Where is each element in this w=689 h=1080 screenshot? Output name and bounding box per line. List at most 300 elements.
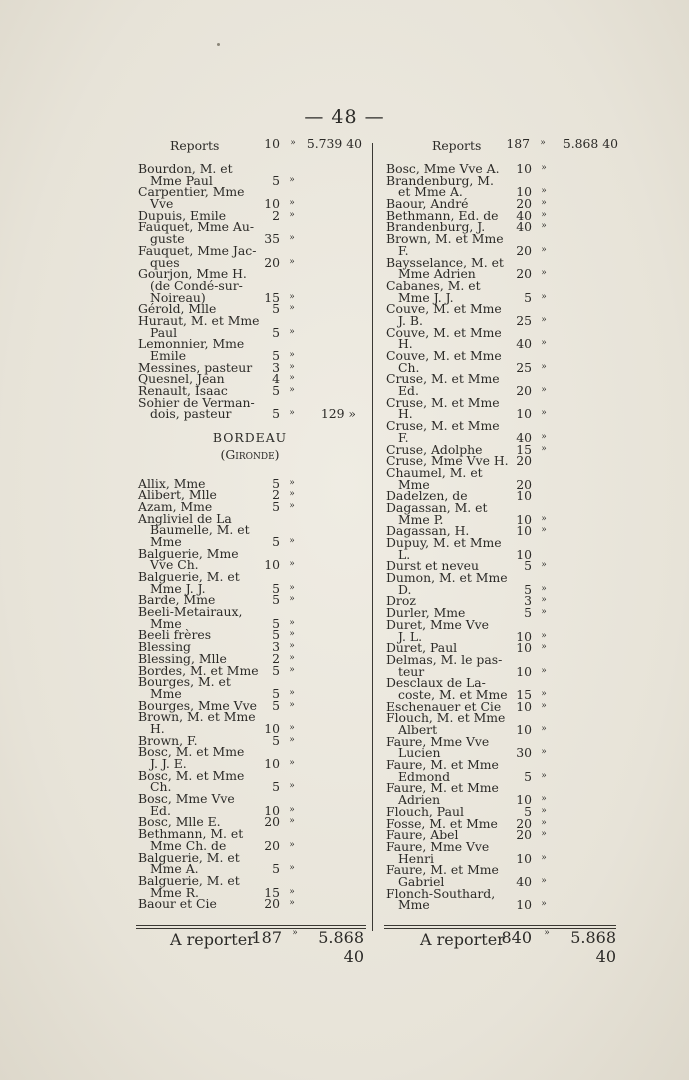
right-footer-mark: » (544, 928, 550, 938)
donation-amount: 5 (524, 605, 532, 621)
donation-amount: 3 (272, 639, 280, 655)
left-header-mark: » (290, 138, 296, 148)
donor-name: Barde, Mme (138, 592, 216, 608)
right-footer-amount: 840 (501, 928, 532, 947)
donor-name: Bourges, M. et (138, 674, 231, 690)
donation-amount: 2 (272, 487, 280, 503)
cents-mark: » (289, 734, 295, 745)
donor-name: Paul (150, 324, 178, 340)
donor-name: Fosse, M. et Mme (386, 815, 498, 831)
cents-mark: » (541, 221, 547, 232)
list-item (136, 711, 364, 723)
donation-amount: 5 (272, 475, 280, 491)
donor-name: J. J. E. (150, 756, 187, 771)
donor-name: Duret, Mme Vve (386, 616, 490, 632)
donor-name: Ch. (150, 779, 172, 795)
donor-name: Baour, André (386, 196, 469, 212)
donation-amount: 10 (516, 792, 532, 808)
donor-name: (de Condé-sur- (150, 277, 243, 293)
donor-name: Lemonnier, Mme (138, 336, 245, 352)
cents-mark: » (289, 652, 295, 663)
donor-name: Renault, Isaac (138, 383, 228, 399)
donation-amount: 10 (516, 850, 532, 866)
donor-name: Fauquet, Mme Au- (138, 219, 255, 235)
donor-name: H. (398, 406, 413, 422)
left-entries-bordeaux (136, 475, 364, 912)
donor-name: Baysselance, M. et (386, 254, 504, 270)
cents-mark: » (541, 361, 547, 372)
donation-amount: 5 (272, 662, 280, 678)
donor-name: J. L. (398, 628, 423, 644)
donor-name: Carpentier, Mme (138, 184, 245, 200)
donation-amount: 5 (524, 768, 532, 784)
donor-name: Bosc, Mlle E. (138, 814, 221, 830)
donor-name: Mme (150, 533, 182, 549)
donor-name: ques (150, 254, 180, 270)
donor-name: Balguerie, Mme (138, 545, 239, 561)
donation-amount: 40 (516, 207, 532, 223)
donation-amount: 4 (272, 371, 280, 387)
cents-mark: » (289, 722, 295, 733)
donation-amount: 20 (264, 254, 280, 270)
donation-amount: 20 (264, 896, 280, 912)
donation-amount: 10 (264, 802, 280, 818)
right-header-total: 5.868 40 (562, 136, 618, 151)
donor-name: F. (398, 242, 409, 258)
cents-mark: » (541, 583, 547, 594)
cents-mark: » (289, 500, 295, 511)
donation-amount: 35 (264, 231, 280, 247)
donation-amount: 20 (516, 476, 532, 492)
donation-amount: 15 (264, 289, 280, 305)
list-item (384, 324, 620, 340)
donor-name: Albert (398, 722, 438, 737)
donor-name: Dupuis, Emile (138, 207, 227, 223)
donation-amount: 5 (272, 383, 280, 399)
subtotal: 129 » (320, 406, 356, 422)
donor-name: Desclaux de La- (386, 675, 486, 691)
donor-name: Quesnel, Jean (138, 371, 225, 387)
cents-mark: » (541, 642, 547, 653)
cents-mark: » (541, 244, 547, 255)
donor-name: Mme (398, 897, 430, 913)
cents-mark: » (541, 209, 547, 220)
donation-amount: 5 (272, 779, 280, 795)
donation-amount: 10 (516, 161, 532, 176)
donation-amount: 3 (272, 359, 280, 375)
cents-mark: » (541, 186, 547, 197)
cents-mark: » (541, 338, 547, 349)
donor-name: Mme (398, 476, 430, 492)
donor-name: Balguerie, M. et (138, 872, 240, 888)
cents-mark: » (289, 816, 295, 827)
cents-mark: » (541, 829, 547, 840)
cents-mark: » (541, 314, 547, 325)
donation-amount: 10 (516, 897, 532, 913)
donor-name: Gérold, Mlle (138, 301, 217, 317)
donor-name: Allix, Mme (138, 475, 206, 491)
cents-mark: » (289, 489, 295, 500)
cents-mark: » (541, 747, 547, 758)
donor-name: Sohier de Verman- (138, 394, 255, 410)
donor-name: Bosc, Mme Vve A. (386, 161, 500, 176)
section-subtitle: (Gironde) (220, 446, 280, 462)
list-item (136, 408, 364, 420)
cents-mark: » (541, 875, 547, 886)
left-footer-amount: 187 (251, 928, 282, 947)
donor-name: Brown, M. et Mme (138, 709, 256, 725)
donor-name: Lucien (398, 745, 441, 761)
donor-name: Beeli-Metairaux, (138, 604, 243, 620)
right-header-row (384, 138, 620, 154)
donor-name: Baour et Cie (138, 896, 217, 912)
cents-mark: » (289, 781, 295, 792)
donor-name: Ed. (398, 383, 419, 399)
donor-name: Bordes, M. et Mme (138, 662, 259, 678)
donation-amount: 2 (272, 207, 280, 223)
cents-mark: » (289, 629, 295, 640)
donation-amount: 10 (264, 557, 280, 573)
donor-name: Fauquet, Mme Jac- (138, 242, 257, 258)
donor-name: teur (398, 663, 425, 679)
donor-name: Bethmann, M. et (138, 826, 244, 842)
cents-mark: » (541, 724, 547, 734)
donor-name: Flouch, Paul (386, 803, 464, 819)
donation-amount: 20 (516, 383, 532, 399)
donation-amount: 5 (272, 348, 280, 363)
donor-name: Chaumel, M. et (386, 464, 483, 480)
cents-mark: » (541, 630, 547, 641)
cents-mark: » (289, 385, 295, 396)
donation-amount: 5 (524, 803, 532, 819)
donor-name: D. (398, 581, 412, 597)
donor-name: Dumon, M. et Mme (386, 570, 508, 586)
donation-amount: 5 (272, 324, 280, 340)
cents-mark: » (541, 291, 547, 302)
list-item (384, 350, 620, 362)
donor-name: Adrien (398, 792, 441, 808)
cents-mark: » (289, 477, 295, 488)
cents-mark: » (541, 665, 547, 676)
cents-mark: » (289, 326, 295, 337)
section-title: BORDEAU (212, 429, 288, 445)
donation-amount: 5 (272, 498, 280, 514)
cents-mark: » (289, 303, 295, 314)
donation-amount: 5 (272, 592, 280, 608)
donor-name: Brandenburg, M. (386, 172, 494, 188)
donation-amount: 20 (516, 266, 532, 282)
donor-name: Emile (150, 348, 187, 363)
left-footer-label: A reporter (170, 930, 255, 949)
donor-name: et Mme A. (398, 184, 463, 200)
donor-name: Henri (398, 850, 435, 866)
cents-mark: » (541, 513, 547, 524)
donor-name: Vve Ch. (150, 557, 199, 573)
cents-mark: » (541, 770, 547, 781)
donation-amount: 2 (272, 650, 280, 666)
donation-amount: 40 (516, 429, 532, 445)
donation-amount: 5 (272, 697, 280, 713)
cents-mark: » (289, 758, 295, 768)
donation-amount: 20 (516, 827, 532, 843)
donor-name: Faure, Mme Vve (386, 838, 490, 854)
donor-name: Flouch, M. et Mme (386, 710, 506, 726)
donor-name: Mme (150, 615, 182, 631)
donor-name: Azam, Mme (138, 498, 213, 514)
donation-amount: 20 (516, 453, 532, 469)
donation-amount: 10 (516, 406, 532, 422)
list-item (384, 420, 620, 432)
donation-amount: 10 (516, 663, 532, 679)
right-entries (384, 163, 620, 911)
donor-name: Balguerie, M. et (138, 849, 240, 865)
donation-amount: 5 (272, 861, 280, 877)
donation-amount: 40 (516, 219, 532, 235)
left-header-amount: 10 (264, 136, 280, 151)
donation-amount: 30 (516, 745, 532, 761)
donation-amount: 10 (516, 184, 532, 200)
left-footer-mark: » (292, 928, 298, 938)
donation-amount: 10 (516, 546, 532, 562)
donation-amount: 40 (516, 336, 532, 352)
donor-name: coste, M. et Mme (398, 686, 508, 702)
cents-mark: » (289, 804, 295, 815)
donation-amount: 5 (524, 289, 532, 305)
donor-name: Ed. (150, 802, 171, 818)
cents-mark: » (541, 443, 547, 454)
donor-name: Brown, M. et Mme (386, 231, 504, 247)
donor-name: Couve, M. et Mme (386, 301, 502, 317)
donation-amount: 40 (516, 873, 532, 889)
donation-amount: 20 (516, 815, 532, 831)
donation-amount: 15 (516, 686, 532, 702)
donor-name: Mme (150, 685, 182, 701)
donor-name: Faure, M. et Mme (386, 862, 499, 878)
donor-name: Mme R. (150, 884, 199, 900)
donor-name: Beeli frères (138, 627, 212, 643)
donation-amount: 20 (516, 196, 532, 212)
donor-name: Durler, Mme (386, 605, 466, 621)
cents-mark: » (289, 256, 295, 267)
cents-mark: » (541, 560, 547, 571)
donation-amount: 10 (264, 196, 280, 212)
cents-mark: » (289, 687, 295, 698)
cents-mark: » (541, 525, 547, 536)
donor-name: Bosc, M. et Mme (138, 767, 245, 783)
donor-name: Noireau) (150, 289, 206, 305)
donor-name: Mme Paul (150, 172, 213, 188)
cents-mark: » (289, 198, 295, 209)
donor-name: Faure, Mme Vve (386, 733, 490, 749)
cents-mark: » (541, 700, 547, 711)
donor-name: Delmas, M. le pas- (386, 651, 503, 667)
cents-mark: » (289, 535, 295, 546)
donor-name: dois, pasteur (150, 406, 232, 422)
cents-mark: » (541, 607, 547, 618)
donor-name: Gabriel (398, 873, 445, 889)
cents-mark: » (541, 408, 547, 419)
donor-name: Faure, M. et Mme (386, 780, 499, 796)
donation-amount: 10 (516, 511, 532, 527)
donation-amount: 5 (272, 301, 280, 317)
donation-amount: 10 (516, 523, 532, 539)
donor-name: Vve (150, 196, 174, 212)
right-footer-label: A reporter (420, 930, 505, 949)
donation-amount: 10 (516, 722, 532, 737)
cents-mark: » (541, 198, 547, 209)
donor-name: Baumelle, M. et (150, 522, 250, 538)
donor-name: Flonch-Southard, (386, 885, 496, 901)
cents-mark: » (289, 699, 295, 710)
donor-name: Couve, M. et Mme (386, 348, 502, 363)
donor-name: Bosc, M. et Mme (138, 744, 245, 760)
cents-mark: » (289, 582, 295, 593)
donation-amount: 20 (264, 814, 280, 830)
donor-name: Mme Adrien (398, 266, 476, 282)
right-column (384, 138, 620, 911)
donation-amount: 5 (272, 685, 280, 701)
donor-name: Cruse, M. et Mme (386, 418, 500, 434)
cents-mark: » (541, 899, 547, 910)
donation-amount: 5 (272, 533, 280, 549)
donor-name: Dagassan, M. et (386, 499, 488, 515)
list-item (136, 898, 364, 910)
cents-mark: » (289, 664, 295, 675)
donation-amount: 10 (516, 628, 532, 644)
cents-mark: » (289, 174, 295, 185)
donation-amount: 5 (272, 580, 280, 596)
donation-amount: 15 (516, 441, 532, 457)
cents-mark: » (289, 863, 295, 874)
donor-name: Messines, pasteur (138, 359, 253, 375)
right-header-mark: » (540, 138, 546, 148)
cents-mark: » (289, 408, 295, 419)
cents-mark: » (289, 361, 295, 372)
donor-name: Ch. (398, 359, 420, 375)
donor-name: H. (150, 720, 165, 736)
donor-name: L. (398, 546, 411, 562)
donation-amount: 10 (516, 640, 532, 656)
donation-amount: 5 (272, 627, 280, 643)
donor-name: Faure, Abel (386, 827, 459, 843)
donor-name: Dagassan, H. (386, 523, 470, 539)
donor-name: Dadelzen, de (386, 488, 468, 504)
right-header-amount: 187 (506, 136, 530, 151)
column-divider (372, 143, 373, 931)
donation-amount: 5 (524, 558, 532, 574)
donation-amount: 15 (264, 884, 280, 900)
donation-amount: 20 (516, 242, 532, 258)
donor-name: Mme P. (398, 511, 444, 527)
list-item (384, 899, 620, 911)
cents-mark: » (289, 209, 295, 220)
cents-mark: » (541, 268, 547, 279)
cents-mark: » (289, 898, 295, 909)
cents-mark: » (541, 794, 547, 805)
left-header-total: 5.739 40 (306, 136, 362, 151)
cents-mark: » (289, 886, 295, 897)
right-header-label: Reports (432, 138, 482, 153)
list-item (384, 537, 620, 549)
left-header-row (136, 138, 364, 154)
list-item (384, 394, 620, 410)
donation-amount: 25 (516, 312, 532, 328)
cents-mark: » (289, 233, 295, 244)
donor-name: Edmond (398, 768, 451, 784)
donor-name: Couve, M. et Mme (386, 324, 502, 340)
donor-name: Eschenauer et Cie (386, 698, 502, 714)
donation-amount: 10 (516, 488, 532, 504)
donor-name: H. (398, 336, 413, 352)
donor-name: Bethmann, Ed. de (386, 207, 499, 223)
cents-mark: » (541, 688, 547, 699)
left-entries (136, 163, 364, 420)
donor-name: Bourges, Mme Vve (138, 697, 257, 713)
donation-amount: 5 (272, 172, 280, 188)
donation-amount: 5 (524, 581, 532, 597)
donor-name: Faure, M. et Mme (386, 757, 499, 773)
donor-name: Duret, Paul (386, 640, 458, 656)
donor-name: Bosc, Mme Vve (138, 791, 235, 807)
donor-name: Mme J. J. (398, 289, 454, 305)
donor-name: Cruse, M. et Mme (386, 394, 500, 410)
cents-mark: » (541, 595, 547, 606)
donation-amount: 10 (264, 720, 280, 736)
cents-mark: » (289, 617, 295, 628)
donor-name: Mme A. (150, 861, 199, 877)
cents-mark: » (289, 559, 295, 570)
donor-name: F. (398, 429, 409, 445)
donor-name: Mme Ch. de (150, 837, 227, 853)
cents-mark: » (289, 839, 295, 850)
donation-amount: 5 (272, 406, 280, 422)
cents-mark: » (289, 350, 295, 360)
donor-name: Blessing, Mlle (138, 650, 227, 666)
donation-amount: 10 (264, 756, 280, 771)
page-number: — 48 — (304, 106, 385, 128)
donor-name: Dupuy, M. et Mme (386, 535, 502, 550)
list-item (384, 581, 620, 597)
donor-name: guste (150, 231, 185, 247)
paper-speck (217, 43, 220, 46)
cents-mark: » (541, 431, 547, 442)
cents-mark: » (541, 163, 547, 173)
cents-mark: » (541, 805, 547, 816)
cents-mark: » (289, 594, 295, 605)
donation-amount: 3 (524, 593, 532, 609)
donation-amount: 20 (264, 837, 280, 853)
donor-name: Huraut, M. et Mme (138, 312, 260, 328)
donor-name: Cruse, Adolphe (386, 441, 483, 457)
list-item (384, 373, 620, 385)
donor-name: Alibert, Mlle (138, 487, 217, 503)
cents-mark: » (541, 385, 547, 396)
cents-mark: » (541, 852, 547, 863)
list-item (384, 233, 620, 245)
donor-name: Droz (386, 593, 416, 609)
donor-name: Balguerie, M. et (138, 569, 240, 584)
cents-mark: » (541, 817, 547, 828)
donor-name: Mme J. J. (150, 580, 206, 596)
cents-mark: » (289, 373, 295, 384)
donor-name: Cabanes, M. et (386, 277, 481, 293)
donor-name: Cruse, M. et Mme (386, 371, 500, 387)
donor-name: Gourjon, Mme H. (138, 266, 247, 282)
donation-amount: 25 (516, 359, 532, 375)
donor-name: J. B. (398, 312, 423, 328)
donor-name: Brandenburg, J. (386, 219, 486, 235)
left-footer-total: 5.868 40 (318, 928, 364, 966)
